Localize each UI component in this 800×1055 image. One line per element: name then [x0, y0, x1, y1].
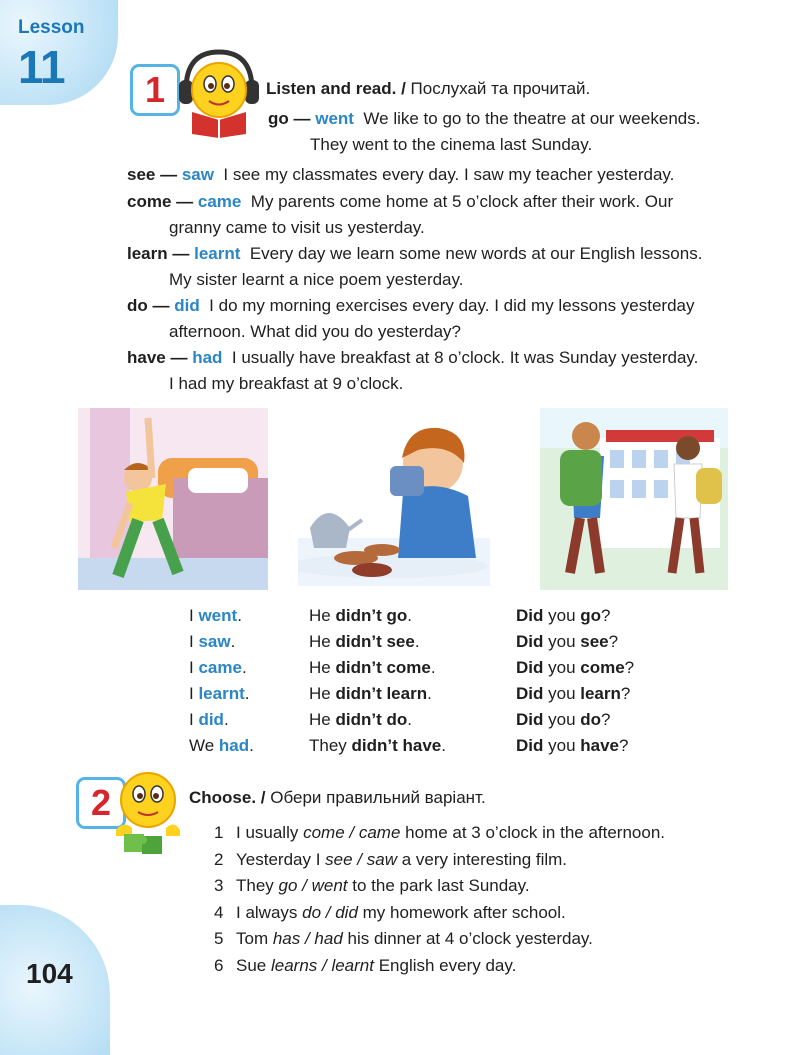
page-number: 104	[26, 958, 73, 989]
positive-sentence	[189, 606, 242, 626]
choice-item	[214, 955, 516, 977]
subject: you	[543, 684, 581, 703]
vocab-line-continued: My sister learnt a nice poem yesterday.	[169, 270, 464, 289]
choice-options: has / had	[272, 929, 343, 948]
punctuation: .	[407, 606, 412, 625]
base-verb: see —	[127, 165, 182, 184]
subject: I	[189, 658, 199, 677]
vocab-line-continued: granny came to visit us yesterday.	[169, 218, 425, 237]
punctuation: .	[230, 632, 236, 651]
past-verb: came	[198, 658, 242, 677]
example-text: My parents come home at 5 o’clock after their work. Our	[250, 192, 674, 211]
item-number: 4	[214, 903, 224, 922]
negative-verb: didn’t do	[335, 710, 408, 729]
boy-breakfast-illustration	[298, 418, 490, 586]
sentence-start: Yesterday I	[236, 850, 326, 869]
choice-options: go / went	[278, 876, 348, 895]
subject: He	[309, 684, 336, 703]
vocab-line	[127, 164, 674, 186]
base-verb: do —	[127, 296, 175, 315]
base-verb: go	[580, 606, 602, 625]
question-sentence	[516, 658, 634, 678]
sentence-end: English every day.	[373, 956, 517, 975]
punctuation: .	[241, 658, 247, 677]
sentence-start: Sue	[236, 956, 271, 975]
punctuation: ?	[601, 606, 611, 625]
subject: I	[189, 632, 199, 651]
past-verb: went	[198, 606, 238, 625]
headphones-smiley-icon	[176, 46, 262, 138]
vocab-line	[127, 295, 695, 317]
punctuation: ?	[624, 658, 635, 677]
puzzle-smiley-icon	[112, 770, 182, 860]
sentence-start: Tom	[236, 929, 273, 948]
negative-sentence	[309, 684, 432, 704]
base-verb: go —	[268, 109, 316, 128]
vocab-line-continued: I had my breakfast at 9 o’clock.	[169, 374, 404, 393]
punctuation: .	[244, 684, 250, 703]
example-text: I do my morning exercises every day. I did my lessons yesterday	[209, 296, 695, 315]
base-verb: come —	[127, 192, 198, 211]
positive-sentence	[189, 684, 249, 704]
past-verb: learnt	[194, 244, 241, 263]
auxiliary-did: Did	[516, 606, 544, 625]
negative-sentence	[309, 632, 420, 652]
past-verb: saw	[181, 165, 214, 184]
auxiliary-did: Did	[516, 710, 544, 729]
subject: you	[543, 606, 581, 625]
negative-verb: didn’t come	[335, 658, 431, 677]
past-verb: had	[192, 348, 223, 367]
lesson-number: 11	[18, 41, 65, 93]
auxiliary-did: Did	[516, 632, 544, 651]
punctuation: ?	[620, 684, 631, 703]
exercise-2-heading	[189, 787, 486, 809]
vocab-line	[127, 347, 698, 369]
boys-walking-illustration	[540, 408, 728, 590]
choice-options: see / saw	[325, 850, 397, 869]
vocab-line-continued: They went to the cinema last Sunday.	[310, 135, 593, 154]
negative-verb: didn’t learn	[335, 684, 428, 703]
sentence-end: my homework after school.	[357, 903, 566, 922]
negative-verb: didn’t have	[351, 736, 442, 755]
base-verb: have	[580, 736, 619, 755]
past-verb: learnt	[198, 684, 245, 703]
subject: He	[309, 606, 336, 625]
punctuation: ?	[608, 632, 619, 651]
exercise-1-heading-ua: Послухай та прочитай.	[410, 79, 591, 98]
question-sentence	[516, 606, 611, 626]
boy-exercising-illustration	[78, 408, 268, 590]
item-number: 5	[214, 929, 224, 948]
past-verb: saw	[198, 632, 231, 651]
sentence-end: a very interesting film.	[396, 850, 568, 869]
punctuation: .	[430, 658, 436, 677]
sentence-end: to the park last Sunday.	[347, 876, 530, 895]
choice-item	[214, 928, 593, 950]
base-verb: come	[580, 658, 625, 677]
positive-sentence	[189, 736, 254, 756]
question-sentence	[516, 632, 618, 652]
question-sentence	[516, 684, 630, 704]
positive-sentence	[189, 710, 229, 730]
base-verb: do	[580, 710, 602, 729]
past-verb: had	[218, 736, 250, 755]
choice-options: learns / learnt	[270, 956, 374, 975]
subject: They	[309, 736, 352, 755]
vocab-line	[127, 191, 673, 213]
positive-sentence	[189, 632, 235, 652]
choice-item	[214, 822, 665, 844]
auxiliary-did: Did	[516, 684, 544, 703]
example-text: I usually have breakfast at 8 o’clock. It was Sunday yesterday.	[231, 348, 699, 367]
base-verb: learn —	[127, 244, 195, 263]
exercise-1-heading	[266, 78, 590, 100]
question-sentence	[516, 710, 611, 730]
vocab-line	[268, 108, 700, 130]
punctuation: .	[223, 710, 229, 729]
exercise-1-heading-en: Listen and read. /	[266, 79, 406, 98]
sentence-end: home at 3 o’clock in the afternoon.	[400, 823, 666, 842]
subject: He	[309, 658, 336, 677]
example-text: We like to go to the theatre at our weekends.	[363, 109, 701, 128]
sentence-start: They	[236, 876, 279, 895]
choice-options: do / did	[302, 903, 358, 922]
example-text: I see my classmates every day. I saw my teacher yesterday.	[223, 165, 675, 184]
item-number: 2	[214, 850, 224, 869]
base-verb: see	[580, 632, 609, 651]
punctuation: .	[237, 606, 242, 625]
subject: I	[189, 710, 199, 729]
subject: you	[543, 736, 581, 755]
exercise-2-number: 2	[76, 777, 126, 829]
past-verb: came	[197, 192, 242, 211]
subject: you	[543, 632, 581, 651]
sentence-start: I always	[236, 903, 303, 922]
sentence-end: his dinner at 4 o’clock yesterday.	[342, 929, 593, 948]
subject: you	[543, 658, 581, 677]
negative-verb: didn’t see	[335, 632, 415, 651]
choice-item	[214, 849, 567, 871]
item-number: 1	[214, 823, 224, 842]
punctuation: .	[249, 736, 254, 755]
choice-item	[214, 875, 530, 897]
choice-options: come / came	[303, 823, 401, 842]
subject: We	[189, 736, 219, 755]
past-verb: did	[198, 710, 224, 729]
punctuation: .	[414, 632, 420, 651]
auxiliary-did: Did	[516, 736, 544, 755]
auxiliary-did: Did	[516, 658, 544, 677]
base-verb: have —	[127, 348, 193, 367]
subject: He	[309, 710, 336, 729]
subject: He	[309, 632, 336, 651]
punctuation: .	[441, 736, 446, 755]
base-verb: learn	[580, 684, 621, 703]
question-sentence	[516, 736, 628, 756]
negative-sentence	[309, 710, 412, 730]
negative-verb: didn’t go	[335, 606, 408, 625]
lesson-label: Lesson	[18, 17, 85, 38]
item-number: 3	[214, 876, 224, 895]
vocab-line-continued: afternoon. What did you do yesterday?	[169, 322, 462, 341]
vocab-line	[127, 243, 702, 265]
negative-sentence	[309, 736, 446, 756]
past-verb: went	[315, 109, 354, 128]
exercise-1-number: 1	[130, 64, 180, 116]
punctuation: ?	[601, 710, 611, 729]
item-number: 6	[214, 956, 224, 975]
exercise-2-heading-ua: Обери правильний варіант.	[270, 788, 486, 807]
punctuation: .	[407, 710, 412, 729]
subject: I	[189, 606, 199, 625]
punctuation: ?	[619, 736, 629, 755]
past-verb: did	[174, 296, 200, 315]
subject: I	[189, 684, 199, 703]
choice-item	[214, 902, 566, 924]
punctuation: .	[427, 684, 432, 703]
positive-sentence	[189, 658, 247, 678]
sentence-start: I usually	[236, 823, 304, 842]
exercise-2-heading-en: Choose. /	[189, 788, 266, 807]
negative-sentence	[309, 658, 436, 678]
negative-sentence	[309, 606, 412, 626]
example-text: Every day we learn some new words at our English lessons.	[249, 244, 703, 263]
subject: you	[543, 710, 581, 729]
